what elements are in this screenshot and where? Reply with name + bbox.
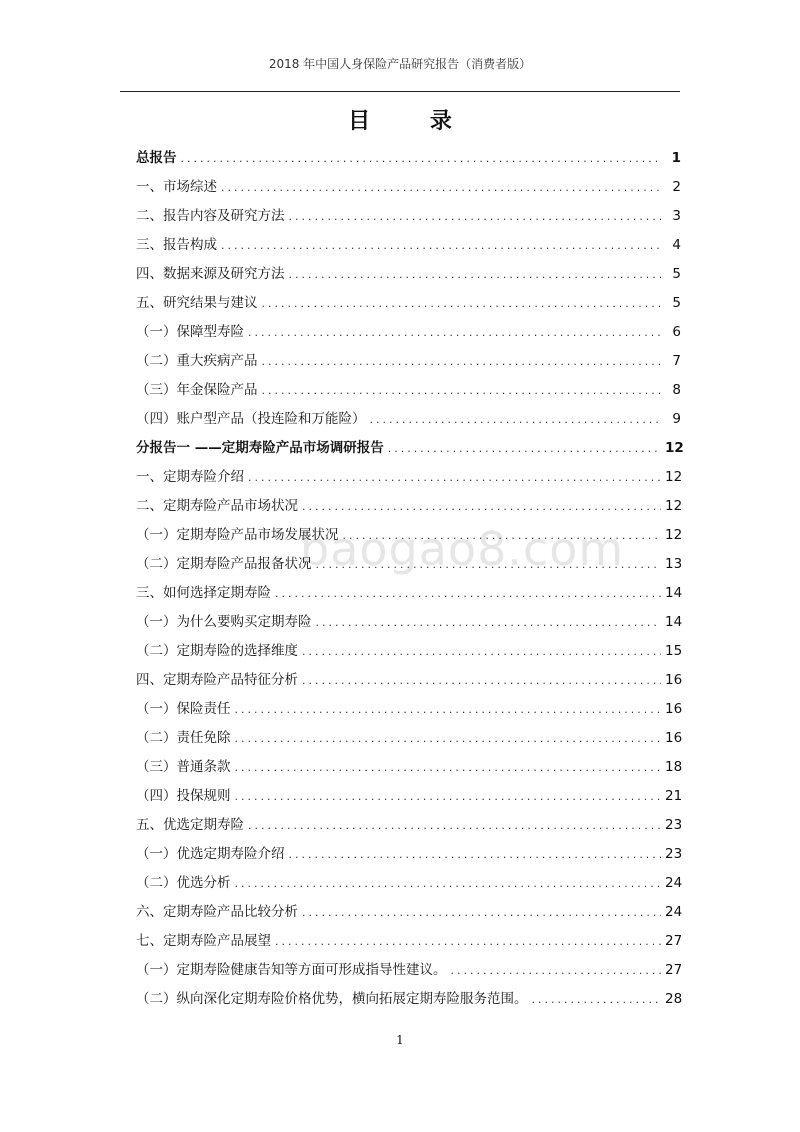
toc-entry[interactable]	[136, 376, 681, 405]
toc-entry[interactable]	[136, 144, 681, 173]
toc-dot-leader	[289, 260, 662, 289]
toc-entry-page: 21	[665, 788, 683, 804]
toc-dot-leader	[451, 956, 662, 985]
toc-dot-leader	[302, 637, 661, 666]
toc-entry-page: 28	[665, 991, 683, 1007]
toc-entry-label: （一）保障型寿险	[136, 324, 244, 340]
toc-entry[interactable]	[136, 956, 681, 985]
toc-entry-page: 14	[665, 614, 683, 630]
toc-dot-leader	[302, 898, 661, 927]
toc-entry[interactable]	[136, 637, 681, 666]
toc-dot-leader	[316, 550, 662, 579]
toc-entry-page: 3	[672, 208, 681, 224]
toc-entry-page: 5	[672, 266, 681, 282]
toc-entry-label: 四、定期寿险产品特征分析	[136, 672, 298, 688]
toc-entry-label: （二）责任免除	[136, 730, 231, 746]
toc-entry-label: （三）普通条款	[136, 759, 231, 775]
toc-dot-leader	[289, 840, 662, 869]
toc-entry-label: 五、优选定期寿险	[136, 817, 244, 833]
toc-entry-page: 12	[665, 527, 683, 543]
toc-dot-leader	[262, 376, 662, 405]
toc-entry-page: 24	[665, 904, 683, 920]
toc-dot-leader	[248, 318, 661, 347]
toc-dot-leader	[275, 579, 661, 608]
toc-entry-label: 六、定期寿险产品比较分析	[136, 904, 298, 920]
toc-dot-leader	[248, 811, 661, 840]
toc-entry[interactable]	[136, 202, 681, 231]
toc-entry-label: （二）优选分析	[136, 875, 231, 891]
toc-entry[interactable]	[136, 927, 681, 956]
toc-entry-label: 一、市场综述	[136, 179, 217, 195]
toc-entry[interactable]	[136, 492, 681, 521]
toc-entry-label: （二）重大疾病产品	[136, 353, 258, 369]
toc-entry-label: （二）纵向深化定期寿险价格优势，横向拓展定期寿险服务范围。	[136, 991, 528, 1007]
toc-dot-leader	[532, 985, 662, 1014]
toc-entry[interactable]	[136, 869, 681, 898]
toc-entry-label: 分报告一 ——定期寿险产品市场调研报告	[136, 440, 384, 456]
toc-dot-leader	[262, 347, 662, 376]
toc-entry-page: 2	[672, 179, 681, 195]
toc-dot-leader	[289, 202, 662, 231]
toc-entry-label: （一）定期寿险健康告知等方面可形成指导性建议。	[136, 962, 447, 978]
toc-entry-page: 6	[672, 324, 681, 340]
toc-entry-page: 16	[665, 701, 683, 717]
toc-entry-page: 12	[665, 440, 684, 456]
toc-entry-page: 16	[665, 672, 683, 688]
toc-entry-page: 5	[672, 295, 681, 311]
toc-entry-page: 7	[672, 353, 681, 369]
toc-dot-leader	[316, 608, 662, 637]
toc-dot-leader	[275, 927, 661, 956]
toc-entry-page: 23	[665, 846, 683, 862]
toc-entry-page: 27	[665, 962, 683, 978]
toc-entry-label: （一）保险责任	[136, 701, 231, 717]
toc-entry-label: （四）账户型产品（投连险和万能险）	[136, 411, 366, 427]
toc-entry-label: （二）定期寿险的选择维度	[136, 643, 298, 659]
toc-title: 目 录	[348, 109, 478, 134]
toc-entry[interactable]	[136, 231, 681, 260]
toc-entry-label: （一）为什么要购买定期寿险	[136, 614, 312, 630]
toc-dot-leader	[302, 666, 661, 695]
toc-entry-page: 24	[665, 875, 683, 891]
toc-entry[interactable]	[136, 521, 681, 550]
toc-entry[interactable]	[136, 898, 681, 927]
toc-entry-label: （四）投保规则	[136, 788, 231, 804]
toc-entry-page: 4	[672, 237, 681, 253]
watermark: baogao8.com	[300, 522, 625, 576]
toc-entry-label: 四、数据来源及研究方法	[136, 266, 285, 282]
toc-dot-leader	[370, 405, 662, 434]
toc-entry-label: 二、定期寿险产品市场状况	[136, 498, 298, 514]
toc-dot-leader	[262, 289, 662, 318]
toc-entry-page: 27	[665, 933, 683, 949]
toc-dot-leader	[221, 231, 661, 260]
table-of-contents	[136, 144, 684, 1014]
toc-dot-leader	[235, 695, 662, 724]
toc-entry-label: 总报告	[136, 150, 177, 166]
toc-entry-label: 三、报告构成	[136, 237, 217, 253]
toc-entry[interactable]	[136, 347, 681, 376]
toc-entry-page: 1	[671, 150, 681, 166]
toc-entry-label: 五、研究结果与建议	[136, 295, 258, 311]
toc-entry-label: 七、定期寿险产品展望	[136, 933, 271, 949]
toc-dot-leader	[235, 753, 662, 782]
toc-dot-leader	[181, 144, 662, 173]
toc-entry-page: 16	[665, 730, 683, 746]
toc-entry-label: （一）优选定期寿险介绍	[136, 846, 285, 862]
toc-dot-leader	[343, 521, 662, 550]
toc-entry[interactable]	[136, 289, 681, 318]
toc-dot-leader	[235, 782, 662, 811]
toc-entry-label: 三、如何选择定期寿险	[136, 585, 271, 601]
toc-entry[interactable]	[136, 753, 681, 782]
toc-entry-page: 12	[665, 469, 683, 485]
page-number: 1	[396, 1033, 404, 1047]
toc-entry-label: 一、定期寿险介绍	[136, 469, 244, 485]
toc-entry-page: 14	[665, 585, 683, 601]
toc-dot-leader	[235, 869, 662, 898]
toc-entry-page: 8	[672, 382, 681, 398]
toc-entry-page: 9	[672, 411, 681, 427]
toc-entry[interactable]	[136, 318, 681, 347]
toc-entry[interactable]	[136, 840, 681, 869]
toc-dot-leader	[302, 492, 661, 521]
toc-entry[interactable]	[136, 550, 681, 579]
toc-entry[interactable]	[136, 608, 681, 637]
toc-entry[interactable]	[136, 173, 681, 202]
toc-dot-leader	[248, 463, 661, 492]
toc-entry-label: （三）年金保险产品	[136, 382, 258, 398]
toc-entry[interactable]	[136, 405, 681, 434]
toc-entry-page: 15	[665, 643, 683, 659]
toc-dot-leader	[388, 434, 661, 463]
toc-entry-label: （一）定期寿险产品市场发展状况	[136, 527, 339, 543]
toc-entry-label: （二）定期寿险产品报备状况	[136, 556, 312, 572]
toc-entry-label: 二、报告内容及研究方法	[136, 208, 285, 224]
toc-entry-page: 12	[665, 498, 683, 514]
toc-entry[interactable]	[136, 463, 681, 492]
toc-entry[interactable]	[136, 782, 681, 811]
toc-entry[interactable]	[136, 579, 681, 608]
toc-entry-page: 23	[665, 817, 683, 833]
toc-entry[interactable]	[136, 666, 681, 695]
toc-entry[interactable]	[136, 724, 681, 753]
toc-dot-leader	[235, 724, 662, 753]
toc-entry-page: 13	[665, 556, 683, 572]
toc-entry[interactable]	[136, 260, 681, 289]
running-header: 2018 年中国人身保险产品研究报告（消费者版）	[268, 57, 532, 71]
toc-entry[interactable]	[136, 811, 681, 840]
toc-entry[interactable]	[136, 985, 681, 1014]
toc-dot-leader	[221, 173, 661, 202]
toc-entry[interactable]	[136, 695, 681, 724]
toc-entry-page: 18	[665, 759, 683, 775]
header-rule	[120, 91, 680, 92]
toc-entry[interactable]	[136, 434, 684, 463]
